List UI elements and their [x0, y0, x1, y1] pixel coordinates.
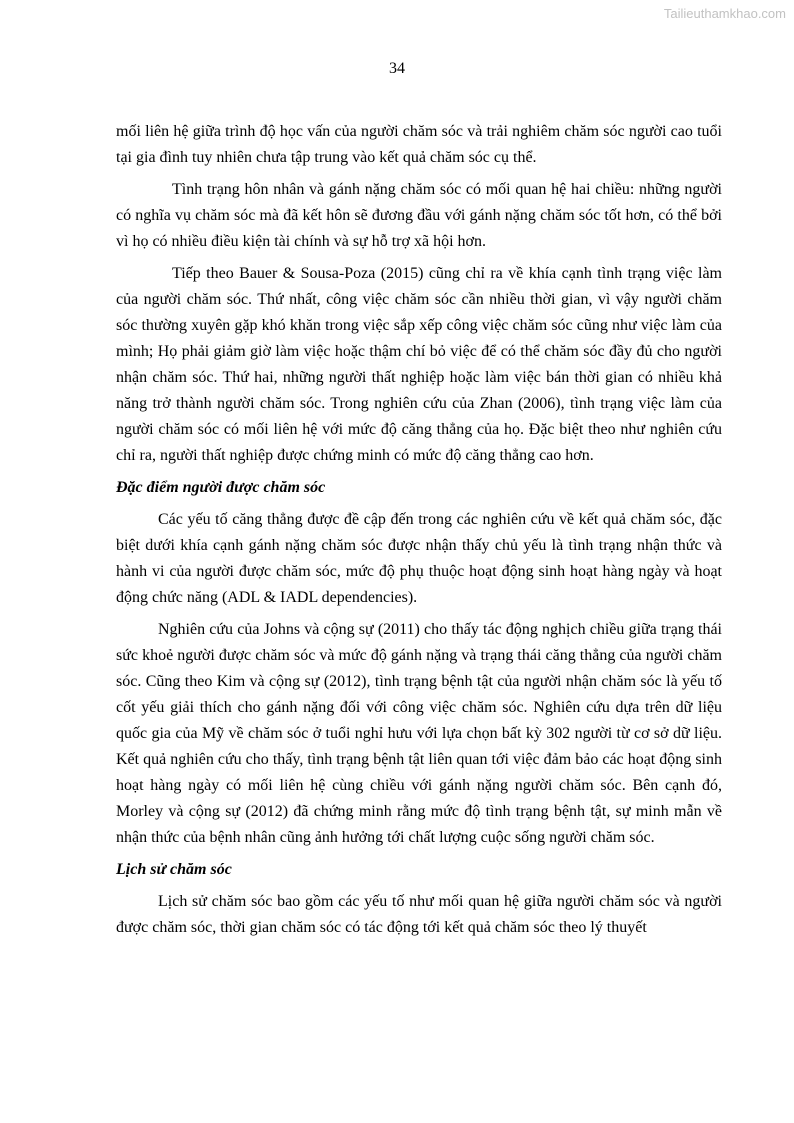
section-heading-care-history: Lịch sử chăm sóc: [116, 861, 232, 878]
section-heading-care-recipient: Đặc điểm người được chăm sóc: [116, 479, 326, 496]
document-body: [116, 119, 722, 947]
watermark: Tailieuthamkhao.com: [663, 6, 786, 21]
paragraph-2: Tình trạng hôn nhân và gánh nặng chăm sóc có mối quan hệ hai chiều: những người có nghĩa vụ chăm sóc mà đã kết hôn sẽ đương đầu với gánh nặng chăm sóc tốt hơn, có thể bởi vì họ có nhiều điều kiện tài chính và sự hỗ trợ xã hội hơn.: [116, 181, 722, 250]
paragraph-3: Tiếp theo Bauer & Sousa-Poza (2015) cũng chỉ ra về khía cạnh tình trạng việc làm của người chăm sóc. Thứ nhất, công việc chăm sóc cần nhiều thời gian, vì vậy người chăm sóc thường xuyên gặp khó khăn trong việc sắp xếp công việc chăm sóc cũng như việc làm của mình; Họ phải giảm giờ làm việc hoặc thậm chí bỏ việc để có thể chăm sóc đầy đủ cho người nhận chăm sóc. Thứ hai, những người thất nghiệp hoặc làm việc bán thời gian có nhiều khả năng trở thành người chăm sóc. Trong nghiên cứu của Zhan (2006), tình trạng việc làm của người chăm sóc có mối liên hệ với mức độ căng thẳng của họ. Đặc biệt theo như nghiên cứu chỉ ra, người thất nghiệp được chứng minh có mức độ căng thẳng cao hơn.: [116, 265, 722, 464]
paragraph-5: Nghiên cứu của Johns và cộng sự (2011) cho thấy tác động nghịch chiều giữa trạng thái sức khoẻ người được chăm sóc và mức độ gánh nặng và trạng thái căng thẳng của người chăm sóc. Cũng theo Kim và cộng sự (2012), tình trạng bệnh tật của người nhận chăm sóc là yếu tố cốt yếu giải thích cho gánh nặng đối với công việc chăm sóc. Nghiên cứu dựa trên dữ liệu quốc gia của Mỹ về chăm sóc ở tuổi nghỉ hưu với lựa chọn bất kỳ 302 người từ cơ sở dữ liệu. Kết quả nghiên cứu cho thấy, tình trạng bệnh tật liên quan tới việc đảm bảo các hoạt động sinh hoạt hàng ngày có mối liên hệ cùng chiều với gánh nặng người chăm sóc. Bên cạnh đó, Morley và cộng sự (2012) đã chứng minh rằng mức độ tình trạng bệnh tật, sự minh mẫn về nhận thức của bệnh nhân cũng ảnh hưởng tới chất lượng cuộc sống người chăm sóc.: [116, 621, 722, 846]
page-number: 34: [389, 60, 405, 77]
paragraph-1: mối liên hệ giữa trình độ học vấn của người chăm sóc và trải nghiêm chăm sóc người cao tuổi tại gia đình tuy nhiên chưa tập trung vào kết quả chăm sóc cụ thể.: [116, 123, 722, 166]
paragraph-4: Các yếu tố căng thẳng được đề cập đến trong các nghiên cứu về kết quả chăm sóc, đặc biệt dưới khía cạnh gánh nặng chăm sóc được nhận thấy chủ yếu là tình trạng nhận thức và hành vi của người được chăm sóc, mức độ phụ thuộc hoạt động sinh hoạt hàng ngày và hoạt động chức năng (ADL & IADL dependencies).: [116, 511, 722, 606]
paragraph-6: Lịch sử chăm sóc bao gồm các yếu tố như mối quan hệ giữa người chăm sóc và người được chăm sóc, thời gian chăm sóc có tác động tới kết quả chăm sóc theo lý thuyết: [116, 893, 722, 936]
